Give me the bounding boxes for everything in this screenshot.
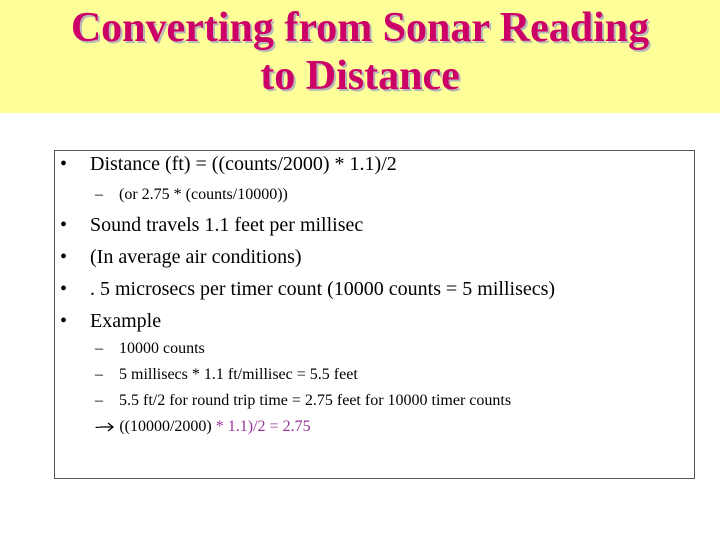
sound-speed-text: Sound travels 1.1 feet per millisec (90, 214, 364, 236)
slide-title-line-2: to Distance (260, 53, 460, 99)
example-step-3-text: 5.5 ft/2 for round trip time = 2.75 feet for 10000 timer counts (119, 392, 512, 409)
example-result (95, 418, 655, 436)
dash-marker: – (95, 392, 103, 409)
timer-text: . 5 microsecs per timer count (10000 counts = 5 millisecs) (90, 278, 556, 300)
result-black-text: ((10000/2000) (119, 418, 212, 435)
slide-title (0, 4, 720, 100)
formula-alt-text: (or 2.75 * (counts/10000)) (119, 186, 288, 203)
formula-text: Distance (ft) = ((counts/2000) * 1.1)/2 (90, 153, 397, 175)
conditions-text: (In average air conditions) (90, 246, 302, 268)
example-step-1-text: 10000 counts (119, 340, 205, 357)
slide-title-line-1: Converting from Sonar Reading (70, 5, 650, 51)
bullet-marker: • (60, 310, 68, 332)
bullet-marker: • (60, 214, 68, 236)
result-prefix: - (95, 418, 101, 435)
dash-marker: – (95, 186, 103, 203)
dash-marker: – (95, 340, 103, 357)
bullet-marker: • (60, 246, 68, 268)
example-label: Example (90, 310, 162, 332)
bullet-marker: • (60, 153, 68, 175)
bullet-marker: • (60, 278, 68, 300)
example-step-2-text: 5 millisecs * 1.1 ft/millisec = 5.5 feet (119, 366, 358, 383)
dash-marker: – (95, 366, 103, 383)
content-box (54, 150, 695, 479)
right-arrow-icon (100, 422, 115, 432)
result-colored-text: * 1.1)/2 = 2.75 (215, 418, 311, 435)
